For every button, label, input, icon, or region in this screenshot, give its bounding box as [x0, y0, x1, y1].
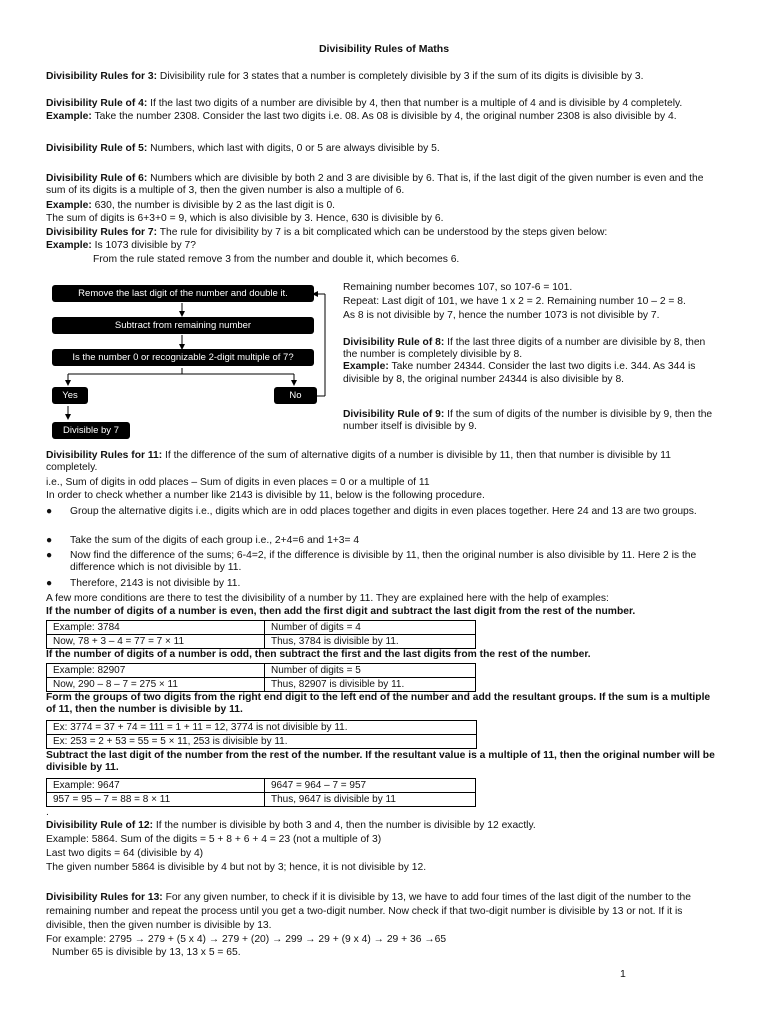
rule-5: [46, 143, 440, 155]
table-cell: 957 = 95 – 7 = 88 = 8 × 11: [47, 793, 265, 807]
table-row: [47, 793, 476, 807]
rule-11-condition-4: [46, 750, 718, 774]
table-cell: Example: 9647: [47, 779, 265, 793]
rule-3: [46, 71, 643, 83]
rule-9-text: If the sum of digits of the number is divisible by 9, then the number itself is divisible by 9.: [343, 409, 713, 433]
rule-7-step-2: Remaining number becomes 107, so 107-6 = 101.: [343, 282, 573, 293]
table-cell: Thus, 82907 is divisible by 11.: [265, 678, 476, 692]
table-cell: Number of digits = 5: [265, 664, 476, 678]
rule-9: [343, 409, 718, 433]
table-example-3784: [46, 620, 476, 649]
table-example-9647: [46, 778, 476, 807]
table-cell: 9647 = 964 – 7 = 957: [265, 779, 476, 793]
table-cell: Now, 78 + 3 – 4 = 77 = 7 × 11: [47, 635, 265, 649]
rule-8-example-label: Example:: [343, 361, 389, 373]
rule-4-label: Divisibility Rule of 4:: [46, 98, 148, 109]
stray-dot: .: [46, 807, 49, 818]
table-row: [47, 621, 476, 635]
rule-13-conclusion: Number 65 is divisible by 13, 13 x 5 = 65.: [52, 947, 241, 958]
rule-12-label: Divisibility Rule of 12:: [46, 820, 153, 831]
rule-8-label: Divisibility Rule of 8:: [343, 337, 445, 348]
flowchart-step-subtract: Subtract from remaining number: [52, 317, 314, 334]
page-title: Divisibility Rules of Maths: [318, 43, 450, 55]
rule-6-line: The sum of digits is 6+3+0 = 9, which is also divisible by 3. Hence, 630 is divisible by 6.: [46, 213, 444, 224]
rule-8-example-text: Take number 24344. Consider the last two digits i.e. 344. As 344 is divisible by 8, the original number 24344 is also divisible by 8.: [343, 361, 696, 385]
flowchart-result: Divisible by 7: [52, 422, 130, 439]
rule-13-label: Divisibility Rules for 13:: [46, 892, 163, 903]
rule-11-label: Divisibility Rules for 11:: [46, 450, 163, 461]
bullet-dot: ●: [46, 550, 53, 561]
table-cell: Number of digits = 4: [265, 621, 476, 635]
rule-6-example-label: Example:: [46, 200, 92, 211]
rule-11-bullet-3: Now find the difference of the sums; 6-4=2, if the difference is divisible by 11, then the original number is also divisible by 11. Here 2 is the difference which is not divisible by 11.: [70, 550, 697, 574]
rule-11-condition-1-text: If the number of digits of a number is even, then add the first digit and subtract the last digit from the rest of the number.: [46, 606, 636, 617]
rule-7-step-1: From the rule stated remove 3 from the number and double it, which becomes 6.: [93, 254, 460, 265]
rule-7-step-3: Repeat: Last digit of 101, we have 1 x 2 = 2. Remaining number 10 – 2 = 8.: [343, 296, 686, 307]
rule-11-condition-3: [46, 692, 718, 716]
rule-12-text: If the number is divisible by both 3 and 4, then the number is divisible by 12 exactly.: [153, 820, 536, 831]
rule-3-label: Divisibility Rules for 3:: [46, 71, 158, 82]
rule-11: [46, 450, 718, 474]
rule-11-condition-2-text: If the number of digits of a number is odd, then subtract the first and the last digits from the rest of the number.: [46, 649, 591, 660]
rule-11-condition-2: [46, 649, 591, 661]
flowchart-step-check: Is the number 0 or recognizable 2-digit multiple of 7?: [52, 349, 314, 366]
table-cell: Example: 3784: [47, 621, 265, 635]
flowchart-yes: Yes: [52, 387, 88, 404]
rule-6-text: Numbers which are divisible by both 2 and 3 are divisible by 6. That is, if the last digit of the given number is even and the sum of its digits is a multiple of 3, then the given number is also a multiple of 6.: [46, 173, 704, 197]
bullet-dot: ●: [46, 578, 53, 589]
table-row: [47, 735, 477, 749]
rule-4: [46, 98, 682, 110]
table-cell: Thus, 9647 is divisible by 11: [265, 793, 476, 807]
table-cell: Now, 290 – 8 – 7 = 275 × 11: [47, 678, 265, 692]
rule-8: [343, 337, 718, 386]
table-cell: Example: 82907: [47, 664, 265, 678]
rule-5-label: Divisibility Rule of 5:: [46, 143, 148, 154]
rule-13: [46, 891, 718, 933]
rule-7: [46, 227, 607, 239]
rule-8-text: If the last three digits of a number are divisible by 8, then the number is completely divisible by 8.: [343, 337, 706, 361]
rule-11-more: A few more conditions are there to test the divisibility of a number by 11. They are explained here with the help of examples:: [46, 593, 609, 604]
table-example-82907: [46, 663, 476, 692]
rule-12-example: Example: 5864. Sum of the digits = 5 + 8 + 6 + 4 = 23 (not a multiple of 3): [46, 834, 382, 845]
rule-7-example-label: Example:: [46, 240, 92, 251]
rule-6: [46, 173, 718, 197]
rule-6-example-text: 630, the number is divisible by 2 as the last digit is 0.: [91, 200, 336, 211]
rule-12-last-two: Last two digits = 64 (divisible by 4): [46, 848, 204, 859]
rule-3-text: Divisibility rule for 3 states that a number is completely divisible by 3 if the sum of its digits is divisible by 3.: [157, 71, 644, 82]
rule-12-conclusion: The given number 5864 is divisible by 4 but not by 3; hence, it is not divisible by 12.: [46, 862, 427, 873]
table-row: [47, 678, 476, 692]
rule-7-text: The rule for divisibility by 7 is a bit complicated which can be understood by the steps given below:: [157, 227, 608, 238]
rule-13-text: For any given number, to check if it is divisible by 13, we have to add four times of the last digit of the number to the remaining number and repeat the process until you get a two-digit number. Now check if that two-digit number is divisible by 13 or not. If it is divisible, then the given number is divisible by 13.: [46, 892, 692, 931]
rule-11-condition-3-text: Form the groups of two digits from the right end digit to the left end of the number and add the resultant groups. If the sum is a multiple of 11, then the number is divisible by 11.: [46, 692, 711, 716]
page-number: 1: [620, 968, 626, 980]
rule-4-example-label: Example:: [46, 111, 92, 122]
rule-11-bullet-4: Therefore, 2143 is not divisible by 11.: [70, 578, 241, 589]
rule-12: [46, 820, 536, 832]
table-row: [47, 721, 477, 735]
flowchart-no: No: [274, 387, 317, 404]
rule-11-text: If the difference of the sum of alternative digits of a number is divisible by 11, then that number is divisible by 11 completely.: [46, 450, 671, 474]
table-row: [47, 635, 476, 649]
rule-7-example-text: Is 1073 divisible by 7?: [91, 240, 196, 251]
bullet-dot: ●: [46, 506, 53, 517]
rule-4-example: [46, 111, 677, 123]
rule-5-text: Numbers, which last with digits, 0 or 5 are always divisible by 5.: [147, 143, 440, 154]
rule-13-example: For example: 2795 → 279 + (5 x 4) → 279 + (20) → 299 → 29 + (9 x 4) → 29 + 36 →65: [46, 934, 447, 945]
flowchart-step-remove-double: Remove the last digit of the number and double it.: [52, 285, 314, 302]
rule-11-condition-1: [46, 606, 635, 618]
rule-6-label: Divisibility Rule of 6:: [46, 173, 148, 184]
rule-11-bullet-2: Take the sum of the digits of each group i.e., 2+4=6 and 1+3= 4: [70, 535, 360, 546]
bullet-dot: ●: [46, 535, 53, 546]
table-row: [47, 664, 476, 678]
table-row: [47, 779, 476, 793]
rule-4-example-text: Take the number 2308. Consider the last two digits i.e. 08. As 08 is divisible by 4, the original number 2308 is also divisible by 4.: [91, 111, 677, 122]
rule-7-step-4: As 8 is not divisible by 7, hence the number 1073 is not divisible by 7.: [343, 310, 660, 321]
rule-11-intro: In order to check whether a number like 2143 is divisible by 11, below is the following procedure.: [46, 490, 485, 501]
table-groups-examples: [46, 720, 477, 749]
table-cell: Thus, 3784 is divisible by 11.: [265, 635, 476, 649]
rule-6-example: [46, 200, 335, 212]
rule-4-text: If the last two digits of a number are divisible by 4, then that number is a multiple of 4 and is divisible by 4 completely.: [147, 98, 683, 109]
rule-7-label: Divisibility Rules for 7:: [46, 227, 158, 238]
rule-11-bullet-1: Group the alternative digits i.e., digits which are in odd places together and digits in even places together. Here 24 and 13 are two groups.: [70, 506, 697, 517]
rule-11-ie: i.e., Sum of digits in odd places – Sum of digits in even places = 0 or a multiple of 11: [46, 477, 430, 488]
rule-11-condition-4-text: Subtract the last digit of the number from the rest of the number. If the resultant value is a multiple of 11, then the original number will be divisible by 11.: [46, 750, 715, 774]
table-cell: Ex: 3774 = 37 + 74 = 111 = 1 + 11 = 12, 3774 is not divisible by 11.: [47, 721, 477, 735]
table-cell: Ex: 253 = 2 + 53 = 55 = 5 × 11, 253 is divisible by 11.: [47, 735, 477, 749]
rule-7-example: [46, 240, 196, 252]
rule-9-label: Divisibility Rule of 9:: [343, 409, 445, 420]
